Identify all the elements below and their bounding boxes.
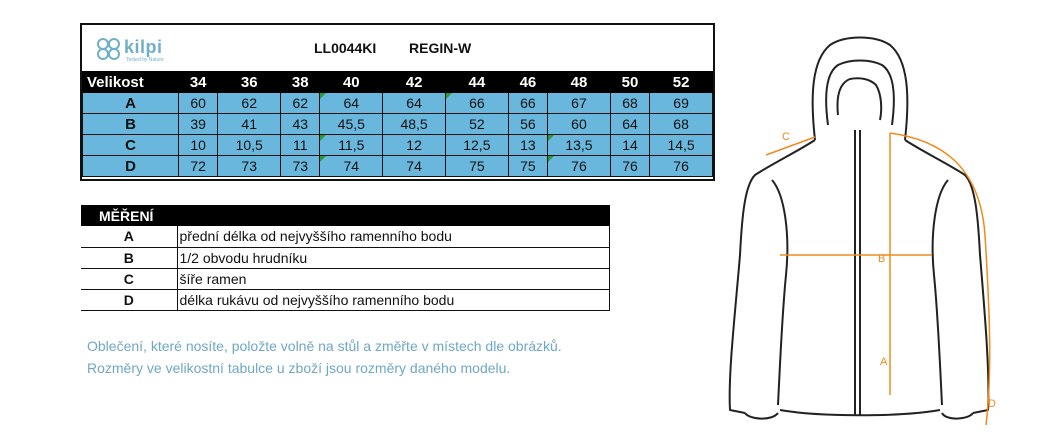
size-cell: 41 (218, 114, 281, 135)
brand-tagline: Tested by Nature (126, 57, 164, 63)
label-d: D (988, 398, 996, 410)
measurement-desc: šíře ramen (177, 268, 610, 289)
size-cell: 66 (508, 93, 547, 114)
size-col-header: 42 (383, 72, 446, 93)
size-cell: 67 (548, 93, 611, 114)
size-cell: 74 (383, 156, 446, 177)
size-cell: 73 (281, 156, 320, 177)
size-cell (320, 135, 383, 156)
measurements-title: MĚŘENÍ (81, 205, 610, 226)
size-cell: 14 (610, 135, 649, 156)
size-cell: 76 (610, 156, 649, 177)
size-cell (548, 156, 611, 177)
size-cell: 60 (179, 93, 218, 114)
measurement-key: C (81, 268, 177, 289)
size-cell-value: 74 (343, 158, 360, 174)
instruction-line-1: Oblečení, které nosíte, položte volně na stůl a změřte v místech dle obrázků. (87, 338, 562, 354)
size-cell: 12 (383, 135, 446, 156)
size-col-header: 40 (320, 72, 383, 93)
size-col-header: 48 (548, 72, 611, 93)
size-cell: 43 (281, 114, 320, 135)
measurement-row (81, 268, 610, 289)
size-row-d (83, 156, 713, 177)
measurements-header (81, 205, 610, 226)
size-cell: 75 (445, 156, 508, 177)
size-col-header: 38 (281, 72, 320, 93)
measurement-key: A (81, 226, 177, 247)
size-col-header: 36 (218, 72, 281, 93)
measurement-row (81, 289, 610, 310)
measurements-table (81, 205, 610, 311)
size-cell-value: 64 (343, 95, 360, 111)
size-cell-value: 11,5 (338, 137, 365, 153)
instruction-line-2: Rozměry ve velikostní tabulce u zboží jsou rozměry daného modelu. (87, 360, 511, 376)
row-label: A (83, 93, 179, 114)
arrow-c (766, 137, 815, 155)
measurement-key: B (81, 247, 177, 268)
size-cell: 45,5 (320, 114, 383, 135)
size-table-header (82, 25, 713, 71)
size-cell (445, 93, 508, 114)
row-label: C (83, 135, 179, 156)
jacket-outline (730, 38, 989, 419)
size-cell: 52 (445, 114, 508, 135)
size-cell: 68 (610, 93, 649, 114)
cell-marker (548, 156, 554, 162)
size-cell: 72 (179, 156, 218, 177)
product-code: LL0044KI (314, 40, 377, 56)
label-b: B (878, 253, 886, 265)
cell-marker (320, 93, 326, 99)
size-header-label: Velikost (83, 72, 179, 93)
size-col-header: 46 (508, 72, 547, 93)
measurement-desc: přední délka od nejvyššího ramenního bodu (177, 226, 610, 247)
size-cell: 39 (179, 114, 218, 135)
size-cell: 62 (218, 93, 281, 114)
size-row-b (83, 114, 713, 135)
size-cell: 62 (281, 93, 320, 114)
size-cell: 60 (548, 114, 611, 135)
size-cell: 69 (650, 93, 713, 114)
measurement-row (81, 226, 610, 247)
size-row-a (83, 93, 713, 114)
brand-name: kilpi (124, 37, 163, 57)
measurement-desc: délka rukávu od nejvyššího ramenního bodu (177, 289, 610, 310)
size-cell: 48,5 (383, 114, 446, 135)
kilpi-knot-icon (94, 35, 124, 63)
jacket-measurement-diagram (700, 15, 1020, 435)
size-cell: 76 (650, 156, 713, 177)
cell-marker (320, 135, 326, 141)
measurement-row (81, 247, 610, 268)
size-cell: 10,5 (218, 135, 281, 156)
cell-marker (320, 156, 326, 162)
size-cell-value: 76 (571, 158, 587, 174)
cell-marker (446, 93, 452, 99)
measurement-key: D (81, 289, 177, 310)
size-cell: 14,5 (650, 135, 713, 156)
size-table (80, 23, 715, 181)
size-cell (548, 135, 611, 156)
size-cell: 68 (650, 114, 713, 135)
size-cell: 10 (179, 135, 218, 156)
measurement-desc: 1/2 obvodu hrudníku (177, 247, 610, 268)
size-cell: 56 (508, 114, 547, 135)
brand-logo (94, 33, 184, 65)
product-model: REGIN-W (409, 40, 472, 56)
measurement-arrows (766, 133, 990, 425)
size-col-header: 52 (650, 72, 713, 93)
row-label: D (83, 156, 179, 177)
size-cell: 64 (610, 114, 649, 135)
cell-marker (548, 135, 554, 141)
size-cell: 13 (508, 135, 547, 156)
size-row-c (83, 135, 713, 156)
size-cell (320, 93, 383, 114)
size-cell-value: 66 (469, 95, 485, 111)
label-a: A (880, 356, 888, 368)
size-cell: 64 (383, 93, 446, 114)
size-cell: 73 (218, 156, 281, 177)
size-grid (82, 71, 713, 177)
size-col-header: 44 (445, 72, 508, 93)
size-header-row (83, 72, 713, 93)
size-cell: 75 (508, 156, 547, 177)
size-cell: 11 (281, 135, 320, 156)
size-cell (320, 156, 383, 177)
size-cell: 12,5 (445, 135, 508, 156)
size-col-header: 50 (610, 72, 649, 93)
row-label: B (83, 114, 179, 135)
label-c: C (782, 131, 790, 143)
size-cell-value: 13,5 (565, 137, 593, 153)
size-col-header: 34 (179, 72, 218, 93)
